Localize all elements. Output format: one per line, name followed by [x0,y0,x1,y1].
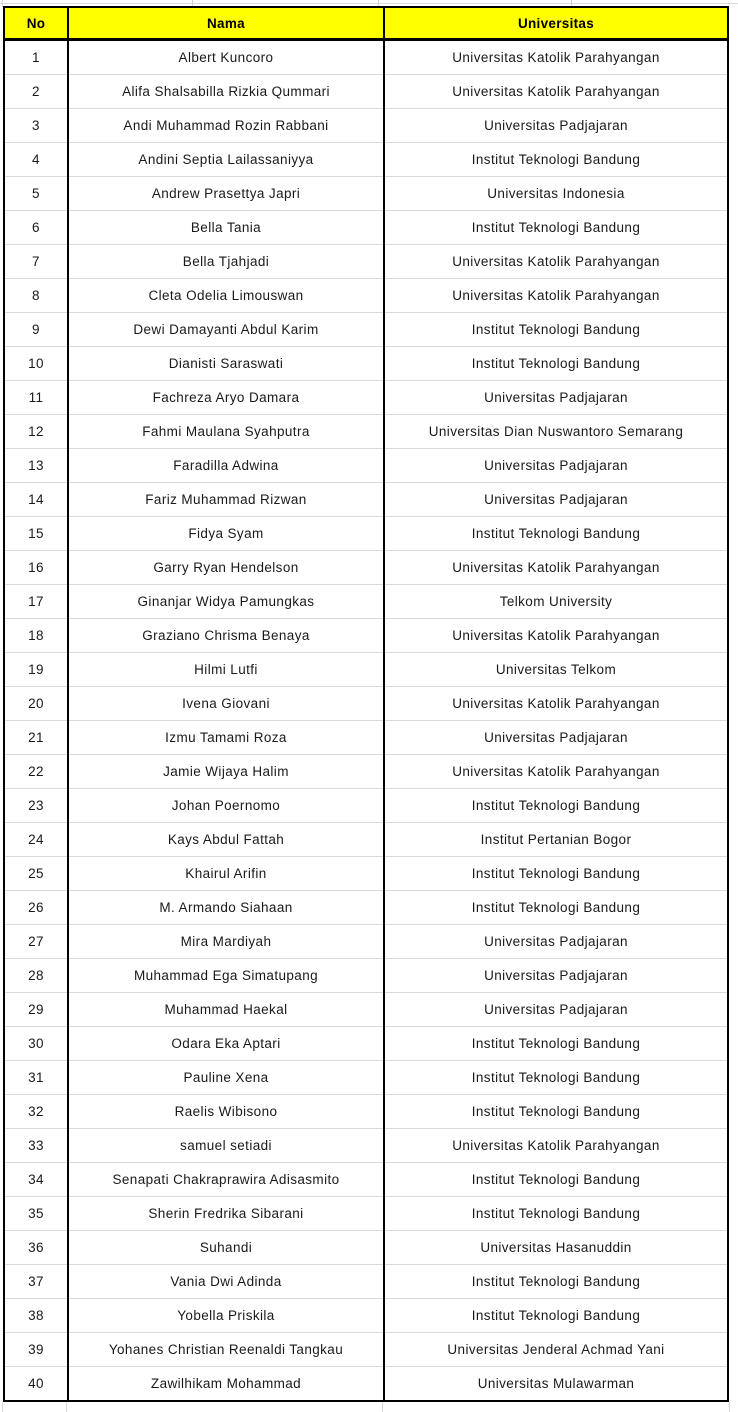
cell-universitas[interactable]: Universitas Katolik Parahyangan [384,75,728,109]
cell-universitas[interactable]: Universitas Padjajaran [384,959,728,993]
cell-universitas[interactable]: Universitas Padjajaran [384,483,728,517]
cell-no[interactable]: 22 [4,755,68,789]
table-row [4,1197,728,1231]
cell-no[interactable]: 37 [4,1265,68,1299]
cell-universitas[interactable]: Universitas Telkom [384,653,728,687]
cell-universitas[interactable]: Institut Teknologi Bandung [384,789,728,823]
cell-nama[interactable]: Yobella Priskila [68,1299,384,1333]
sheet-gridline-stub [66,1402,67,1412]
cell-nama[interactable]: Johan Poernomo [68,789,384,823]
cell-nama[interactable]: Muhammad Ega Simatupang [68,959,384,993]
table-row [4,347,728,381]
table-row [4,109,728,143]
cell-nama[interactable]: Vania Dwi Adinda [68,1265,384,1299]
cell-universitas[interactable]: Telkom University [384,585,728,619]
cell-nama[interactable]: Dianisti Saraswati [68,347,384,381]
cell-no[interactable]: 7 [4,245,68,279]
cell-nama[interactable]: samuel setiadi [68,1129,384,1163]
cell-nama[interactable]: Odara Eka Aptari [68,1027,384,1061]
table-row [4,40,728,75]
cell-no[interactable]: 20 [4,687,68,721]
cell-no[interactable]: 13 [4,449,68,483]
cell-no[interactable]: 12 [4,415,68,449]
cell-no[interactable]: 36 [4,1231,68,1265]
cell-nama[interactable]: Alifa Shalsabilla Rizkia Qummari [68,75,384,109]
cell-universitas[interactable]: Universitas Indonesia [384,177,728,211]
table-row [4,517,728,551]
cell-universitas[interactable]: Institut Teknologi Bandung [384,891,728,925]
cell-nama[interactable]: Zawilhikam Mohammad [68,1367,384,1402]
table-row [4,75,728,109]
table-row [4,177,728,211]
cell-nama[interactable]: Fachreza Aryo Damara [68,381,384,415]
cell-nama[interactable]: Fahmi Maulana Syahputra [68,415,384,449]
cell-universitas[interactable]: Universitas Katolik Parahyangan [384,755,728,789]
cell-universitas[interactable]: Institut Teknologi Bandung [384,313,728,347]
cell-nama[interactable]: Fariz Muhammad Rizwan [68,483,384,517]
cell-no[interactable]: 25 [4,857,68,891]
cell-universitas[interactable]: Universitas Padjajaran [384,925,728,959]
cell-universitas[interactable]: Universitas Katolik Parahyangan [384,1129,728,1163]
table-row [4,789,728,823]
cell-no[interactable]: 3 [4,109,68,143]
cell-no[interactable]: 9 [4,313,68,347]
table-row [4,1163,728,1197]
cell-no[interactable]: 4 [4,143,68,177]
cell-universitas[interactable]: Institut Teknologi Bandung [384,143,728,177]
cell-no[interactable]: 24 [4,823,68,857]
cell-nama[interactable]: Albert Kuncoro [68,40,384,75]
cell-universitas[interactable]: Universitas Katolik Parahyangan [384,245,728,279]
table-row [4,381,728,415]
cell-no[interactable]: 27 [4,925,68,959]
cell-nama[interactable]: Khairul Arifin [68,857,384,891]
cell-no[interactable]: 15 [4,517,68,551]
table-row [4,1095,728,1129]
table-row [4,1265,728,1299]
cell-no[interactable]: 39 [4,1333,68,1367]
cell-universitas[interactable]: Institut Teknologi Bandung [384,1095,728,1129]
cell-no[interactable]: 17 [4,585,68,619]
cell-universitas[interactable]: Universitas Padjajaran [384,449,728,483]
table-row [4,415,728,449]
header-cell-nama[interactable]: Nama [68,7,384,40]
table-body [4,40,728,1402]
table-row [4,551,728,585]
cell-universitas[interactable]: Institut Teknologi Bandung [384,211,728,245]
cell-universitas[interactable]: Universitas Katolik Parahyangan [384,687,728,721]
table-row [4,687,728,721]
table-row [4,1027,728,1061]
cell-no[interactable]: 31 [4,1061,68,1095]
table-row [4,1231,728,1265]
cell-nama[interactable]: Faradilla Adwina [68,449,384,483]
cell-nama[interactable]: Yohanes Christian Reenaldi Tangkau [68,1333,384,1367]
cell-no[interactable]: 16 [4,551,68,585]
table-row [4,959,728,993]
cell-no[interactable]: 26 [4,891,68,925]
cell-no[interactable]: 11 [4,381,68,415]
table-row [4,449,728,483]
cell-nama[interactable]: Andini Septia Lailassaniyya [68,143,384,177]
table-row [4,483,728,517]
table-row [4,823,728,857]
cell-universitas[interactable]: Universitas Padjajaran [384,721,728,755]
table-row [4,211,728,245]
table-row [4,313,728,347]
table-row [4,279,728,313]
cell-no[interactable]: 29 [4,993,68,1027]
cell-no[interactable]: 34 [4,1163,68,1197]
cell-nama[interactable]: Izmu Tamami Roza [68,721,384,755]
cell-universitas[interactable]: Universitas Padjajaran [384,381,728,415]
cell-no[interactable]: 18 [4,619,68,653]
cell-universitas[interactable]: Universitas Katolik Parahyangan [384,551,728,585]
cell-nama[interactable]: Mira Mardiyah [68,925,384,959]
header-cell-universitas[interactable]: Universitas [384,7,728,40]
cell-universitas[interactable]: Universitas Padjajaran [384,109,728,143]
header-cell-no[interactable]: No [4,7,68,40]
cell-universitas[interactable]: Institut Pertanian Bogor [384,823,728,857]
cell-nama[interactable]: Garry Ryan Hendelson [68,551,384,585]
table-row [4,619,728,653]
cell-universitas[interactable]: Universitas Jenderal Achmad Yani [384,1333,728,1367]
cell-no[interactable]: 10 [4,347,68,381]
cell-no[interactable]: 6 [4,211,68,245]
cell-nama[interactable]: Andi Muhammad Rozin Rabbani [68,109,384,143]
cell-nama[interactable]: Pauline Xena [68,1061,384,1095]
cell-nama[interactable]: Hilmi Lutfi [68,653,384,687]
cell-nama[interactable]: Bella Tjahjadi [68,245,384,279]
cell-universitas[interactable]: Institut Teknologi Bandung [384,1027,728,1061]
cell-no[interactable]: 14 [4,483,68,517]
table-row [4,585,728,619]
cell-nama[interactable]: Jamie Wijaya Halim [68,755,384,789]
cell-universitas[interactable]: Universitas Katolik Parahyangan [384,40,728,75]
cell-no[interactable]: 23 [4,789,68,823]
cell-nama[interactable]: Ginanjar Widya Pamungkas [68,585,384,619]
table-row [4,721,728,755]
cell-nama[interactable]: Ivena Giovani [68,687,384,721]
cell-nama[interactable]: Suhandi [68,1231,384,1265]
cell-nama[interactable]: Andrew Prasettya Japri [68,177,384,211]
table-row [4,1129,728,1163]
cell-universitas[interactable]: Institut Teknologi Bandung [384,1197,728,1231]
cell-universitas[interactable]: Institut Teknologi Bandung [384,347,728,381]
cell-universitas[interactable]: Universitas Hasanuddin [384,1231,728,1265]
table-row [4,1367,728,1402]
cell-no[interactable]: 19 [4,653,68,687]
students-table [3,6,729,1402]
header-row [4,7,728,40]
table-row [4,755,728,789]
cell-universitas[interactable]: Institut Teknologi Bandung [384,1265,728,1299]
sheet-gridline-stub [729,1402,730,1412]
cell-no[interactable]: 8 [4,279,68,313]
table-row [4,1061,728,1095]
cell-no[interactable]: 35 [4,1197,68,1231]
cell-no[interactable]: 2 [4,75,68,109]
table-row [4,891,728,925]
cell-no[interactable]: 33 [4,1129,68,1163]
table-row [4,1333,728,1367]
cell-nama[interactable]: Fidya Syam [68,517,384,551]
cell-nama[interactable]: Raelis Wibisono [68,1095,384,1129]
cell-nama[interactable]: Senapati Chakraprawira Adisasmito [68,1163,384,1197]
cell-nama[interactable]: Graziano Chrisma Benaya [68,619,384,653]
cell-universitas[interactable]: Universitas Katolik Parahyangan [384,279,728,313]
cell-universitas[interactable]: Institut Teknologi Bandung [384,1061,728,1095]
sheet-gridline-stub [2,1402,3,1412]
cell-universitas[interactable]: Institut Teknologi Bandung [384,517,728,551]
cell-universitas[interactable]: Institut Teknologi Bandung [384,1299,728,1333]
cell-universitas[interactable]: Institut Teknologi Bandung [384,1163,728,1197]
table-row [4,143,728,177]
cell-nama[interactable]: Cleta Odelia Limouswan [68,279,384,313]
cell-nama[interactable]: Sherin Fredrika Sibarani [68,1197,384,1231]
cell-no[interactable]: 32 [4,1095,68,1129]
sheet-gridline-top [0,3,738,4]
cell-nama[interactable]: Kays Abdul Fattah [68,823,384,857]
table-row [4,1299,728,1333]
cell-universitas[interactable]: Universitas Mulawarman [384,1367,728,1402]
cell-universitas[interactable]: Universitas Dian Nuswantoro Semarang [384,415,728,449]
cell-no[interactable]: 28 [4,959,68,993]
table-row [4,925,728,959]
table-row [4,857,728,891]
table-row [4,653,728,687]
cell-nama[interactable]: Muhammad Haekal [68,993,384,1027]
cell-no[interactable]: 38 [4,1299,68,1333]
cell-no[interactable]: 1 [4,40,68,75]
cell-no[interactable]: 30 [4,1027,68,1061]
table-row [4,245,728,279]
cell-universitas[interactable]: Institut Teknologi Bandung [384,857,728,891]
cell-no[interactable]: 5 [4,177,68,211]
cell-nama[interactable]: Dewi Damayanti Abdul Karim [68,313,384,347]
cell-nama[interactable]: Bella Tania [68,211,384,245]
cell-universitas[interactable]: Universitas Katolik Parahyangan [384,619,728,653]
cell-no[interactable]: 40 [4,1367,68,1402]
table-row [4,993,728,1027]
cell-no[interactable]: 21 [4,721,68,755]
cell-nama[interactable]: M. Armando Siahaan [68,891,384,925]
sheet-gridline-stub [382,1402,383,1412]
cell-universitas[interactable]: Universitas Padjajaran [384,993,728,1027]
